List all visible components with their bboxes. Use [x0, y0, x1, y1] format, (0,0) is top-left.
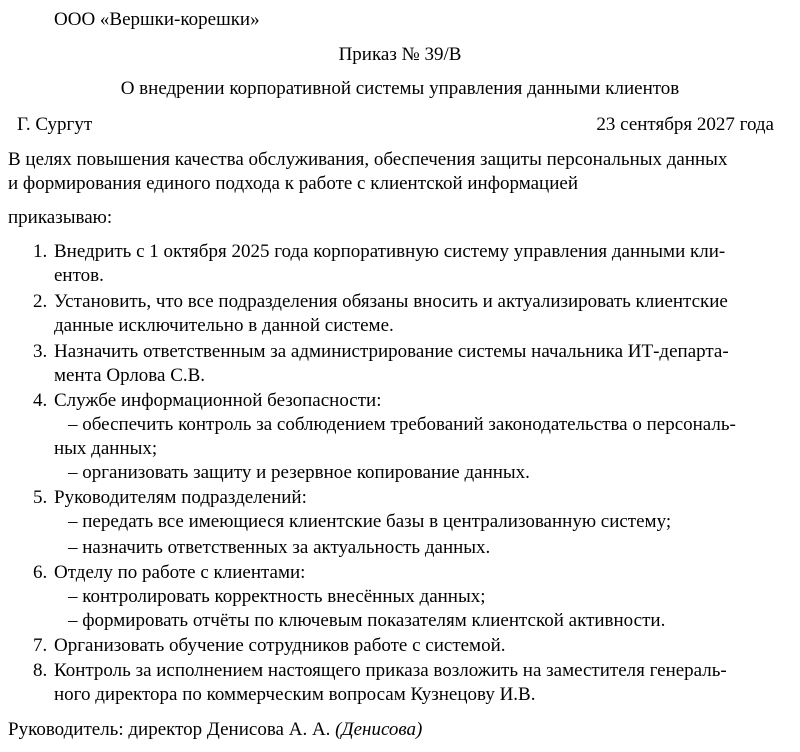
- item-4-line-1: Службе информационной безопасности:: [54, 390, 382, 411]
- item-4-sub-2: – организовать защиту и резервное копирование данных.: [68, 462, 530, 483]
- item-8-line-2: ного директора по коммерческим вопросам Кузнецову И.В.: [54, 684, 536, 705]
- item-7-line-1: Организовать обучение сотрудников работе с системой.: [54, 635, 506, 656]
- item-number: 8.: [33, 660, 48, 681]
- item-number: 6.: [33, 562, 48, 583]
- item-8-line-1: Контроль за исполнением настоящего приказа возложить на заместителя генераль-: [54, 660, 727, 681]
- item-number: 4.: [33, 390, 48, 411]
- item-6-sub-1: – контролировать корректность внесённых данных;: [68, 586, 486, 607]
- organization-name: ООО «Вершки-корешки»: [54, 9, 260, 30]
- item-3-line-2: мента Орлова С.В.: [54, 365, 206, 386]
- preamble-line-1: В целях повышения качества обслуживания, обеспечения защиты персональных данных: [8, 149, 728, 170]
- item-2-line-2: данные исключительно в данной системе.: [54, 315, 394, 336]
- item-4-sub-1: – обеспечить контроль за соблюдением требований законодательства о персональ-: [68, 414, 736, 435]
- order-title: Приказ № 39/В: [338, 44, 462, 65]
- item-number: 5.: [33, 487, 48, 508]
- item-2-line-1: Установить, что все подразделения обязаны вносить и актуализировать клиентские: [54, 291, 728, 312]
- item-3-line-1: Назначить ответственным за администрирование системы начальника ИТ-департа-: [54, 341, 729, 362]
- item-1-line-2: ентов.: [54, 265, 104, 286]
- item-number: 7.: [33, 635, 48, 656]
- signature-handwritten: (Денисова): [335, 719, 423, 740]
- item-1-line-1: Внедрить с 1 октября 2025 года корпоративную систему управления данными кли-: [54, 241, 726, 262]
- order-city: Г. Сургут: [17, 114, 93, 135]
- signature-label: Руководитель: директор Денисова А. А.: [8, 719, 331, 740]
- order-subject: О внедрении корпоративной системы управления данными клиентов: [120, 78, 680, 99]
- order-date: 23 сентября 2027 года: [596, 114, 774, 135]
- item-number: 1.: [33, 241, 48, 262]
- command-word: приказываю:: [8, 207, 113, 228]
- preamble-line-2: и формирования единого подхода к работе с клиентской информацией: [8, 173, 578, 194]
- item-number: 3.: [33, 341, 48, 362]
- item-6-sub-2: – формировать отчёты по ключевым показателям клиентской активности.: [68, 610, 666, 631]
- signature-line: [8, 718, 422, 742]
- item-5-sub-2: – назначить ответственных за актуальность данных.: [68, 537, 491, 558]
- item-number: 2.: [33, 291, 48, 312]
- item-4-sub-1-cont: ных данных;: [54, 438, 158, 459]
- item-5-line-1: Руководителям подразделений:: [54, 487, 307, 508]
- item-5-sub-1: – передать все имеющиеся клиентские базы в централизованную систему;: [68, 511, 672, 532]
- item-6-line-1: Отделу по работе с клиентами:: [54, 562, 306, 583]
